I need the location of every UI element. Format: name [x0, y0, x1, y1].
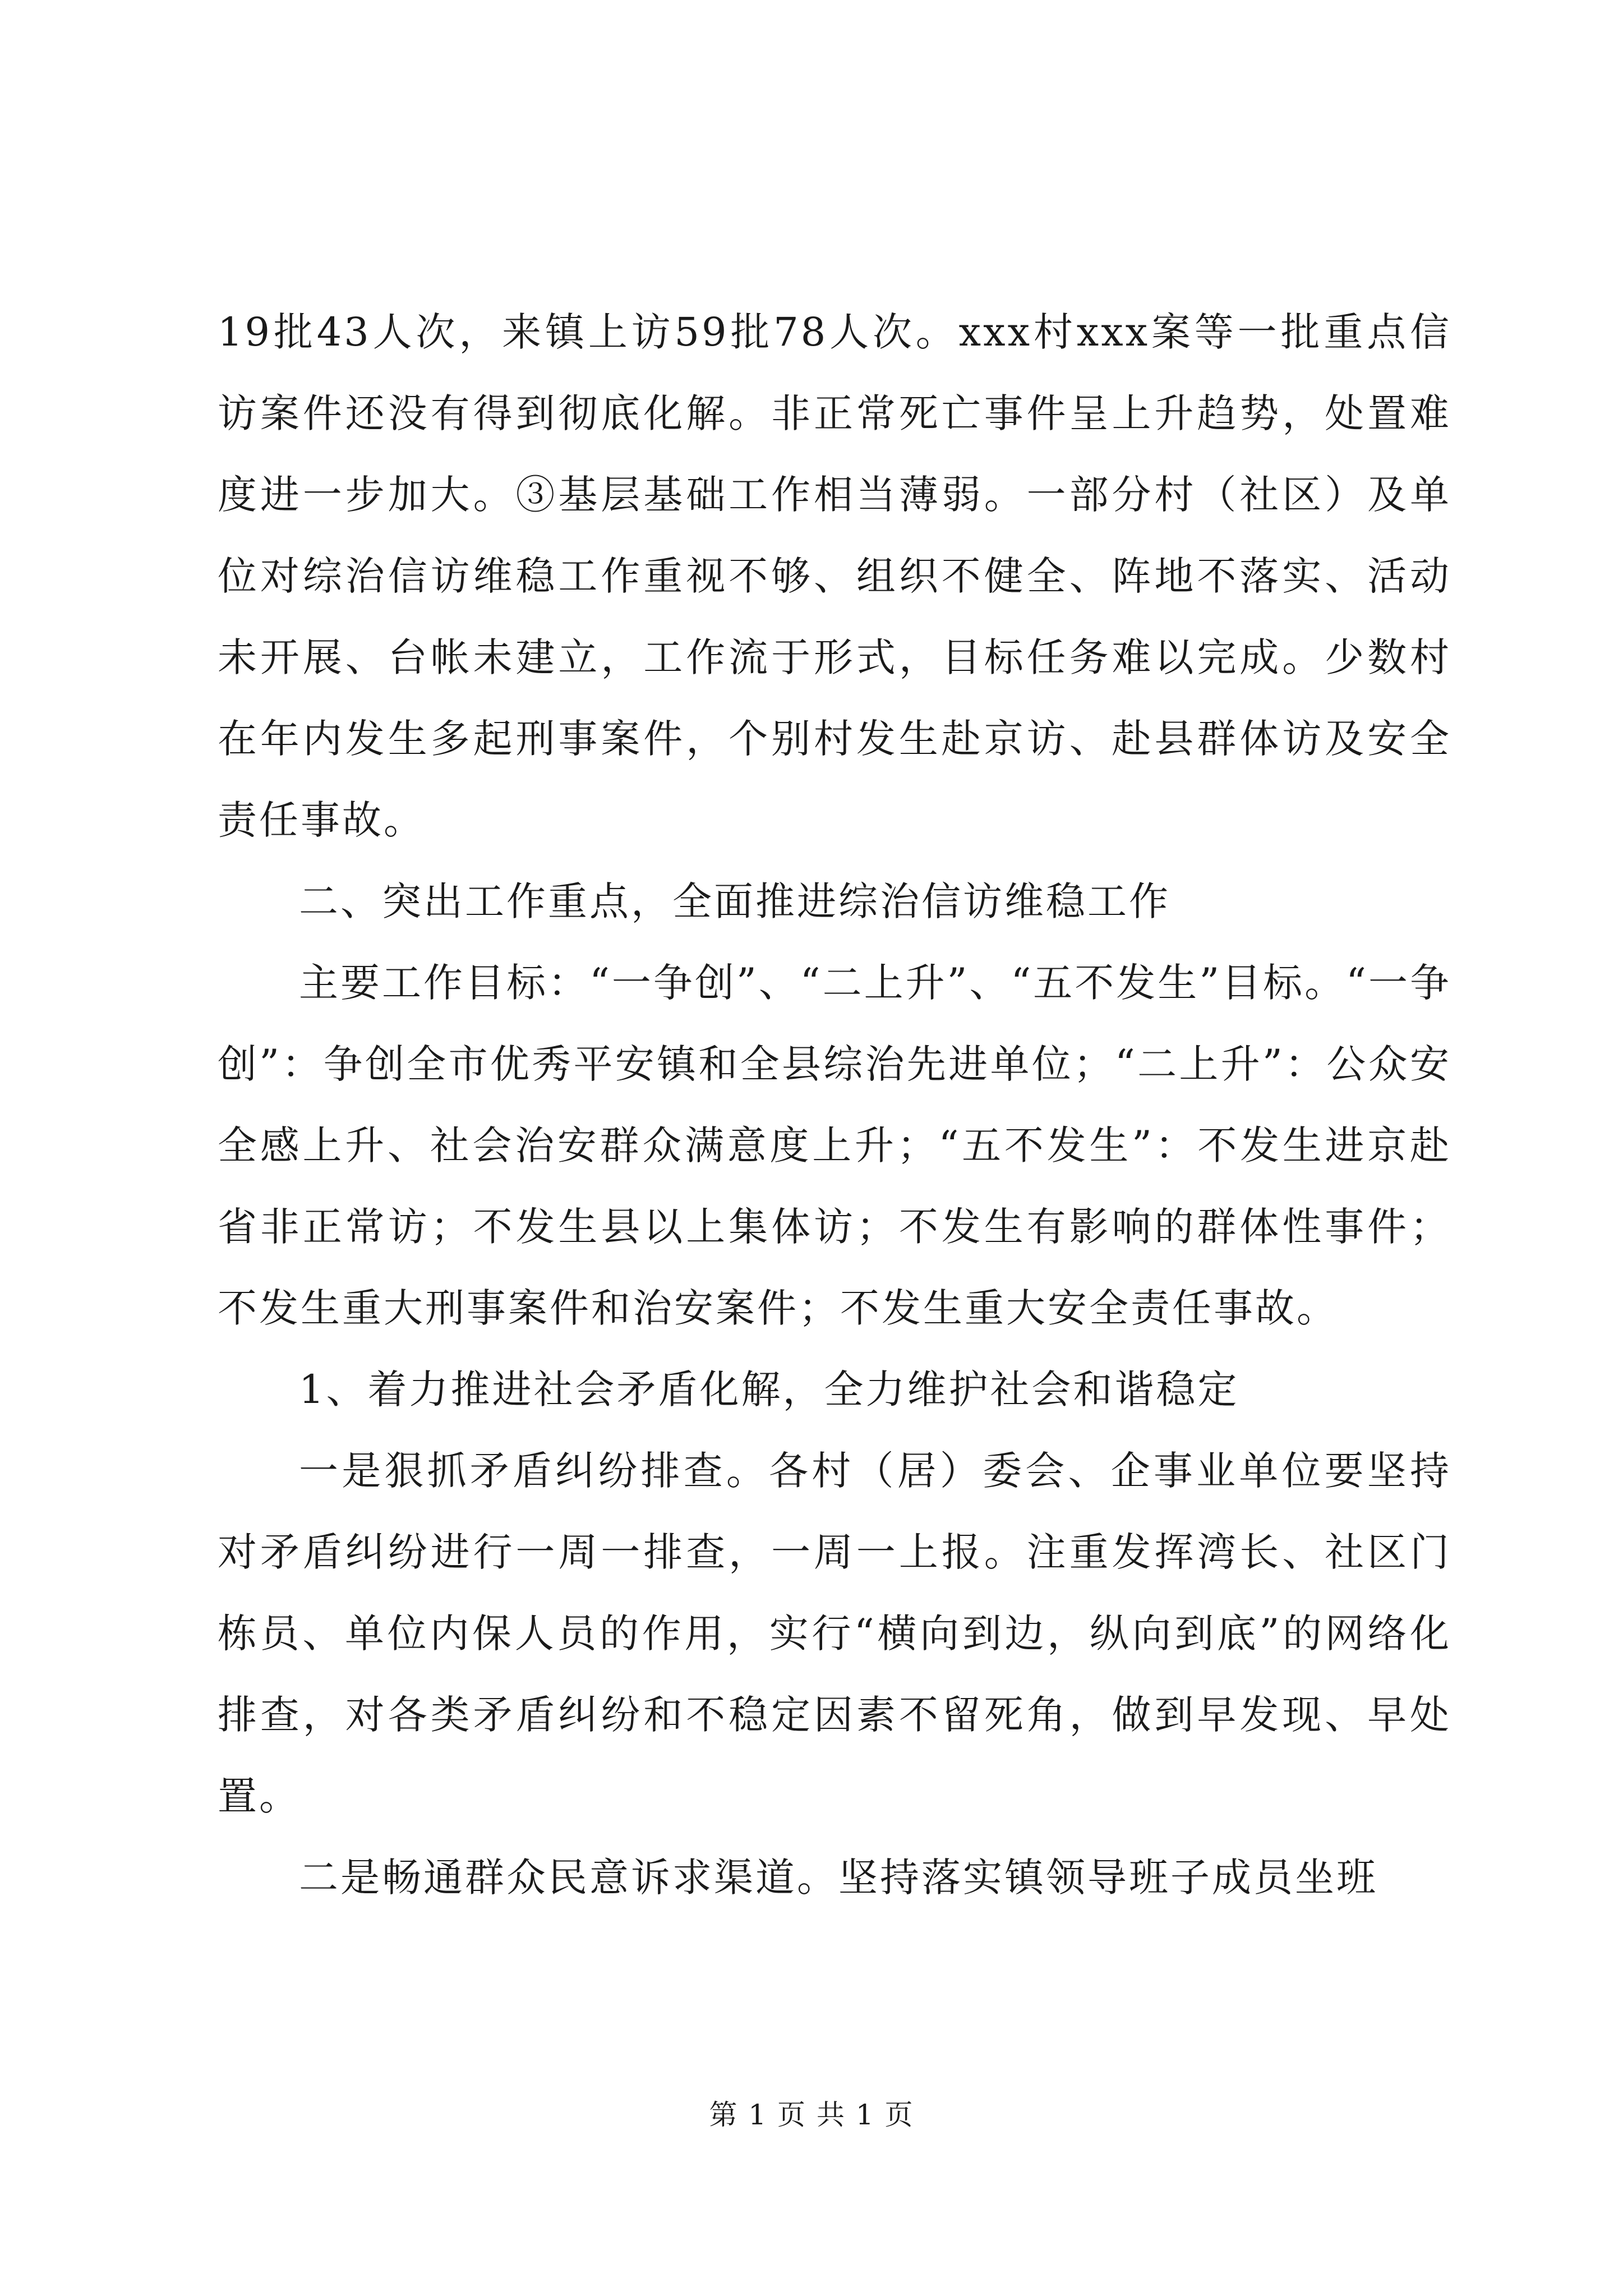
paragraph-item-one: 一是狠抓矛盾纠纷排查。各村（居）委会、企事业单位要坚持对矛盾纠纷进行一周一排查，一周一上报。注重发挥湾长、社区门栋员、单位内保人员的作用，实行“横向到边，纵向到底”的网络化排查，对各类矛盾纠纷和不稳定因素不留死角，做到早发现、早处置。	[218, 1448, 1451, 1819]
paragraph-goals: 主要工作目标：“一争创”、“二上升”、“五不发生”目标。“一争创”：争创全市优秀平安镇和全县综治先进单位；“二上升”：公众安全感上升、社会治安群众满意度上升；“五不发生”：不发生进京赴省非正常访；不发生县以上集体访；不发生有影响的群体性事件；不发生重大刑事案件和治安案件；不发生重大安全责任事故。	[218, 960, 1451, 1331]
document-body	[218, 292, 1451, 1918]
paragraph-item-two: 二是畅通群众民意诉求渠道。坚持落实镇领导班子成员坐班	[299, 1855, 1378, 1901]
subsection-heading: 1、着力推进社会矛盾化解，全力维护社会和谐稳定	[299, 1366, 1239, 1412]
page-number-footer: 第 1 页 共 1 页	[709, 2099, 914, 2131]
section-heading: 二、突出工作重点，全面推进综治信访维稳工作	[299, 878, 1170, 924]
paragraph-continuation: 19批43人次，来镇上访59批78人次。xxx村xxx案等一批重点信访案件还没有得到彻底化解。非正常死亡事件呈上升趋势，处置难度进一步加大。③基层基础工作相当薄弱。一部分村（社区）及单位对综治信访维稳工作重视不够、组织不健全、阵地不落实、活动未开展、台帐未建立，工作流于形式，目标任务难以完成。少数村在年内发生多起刑事案件，个别村发生赴京访、赴县群体访及安全责任事故。	[218, 309, 1451, 843]
